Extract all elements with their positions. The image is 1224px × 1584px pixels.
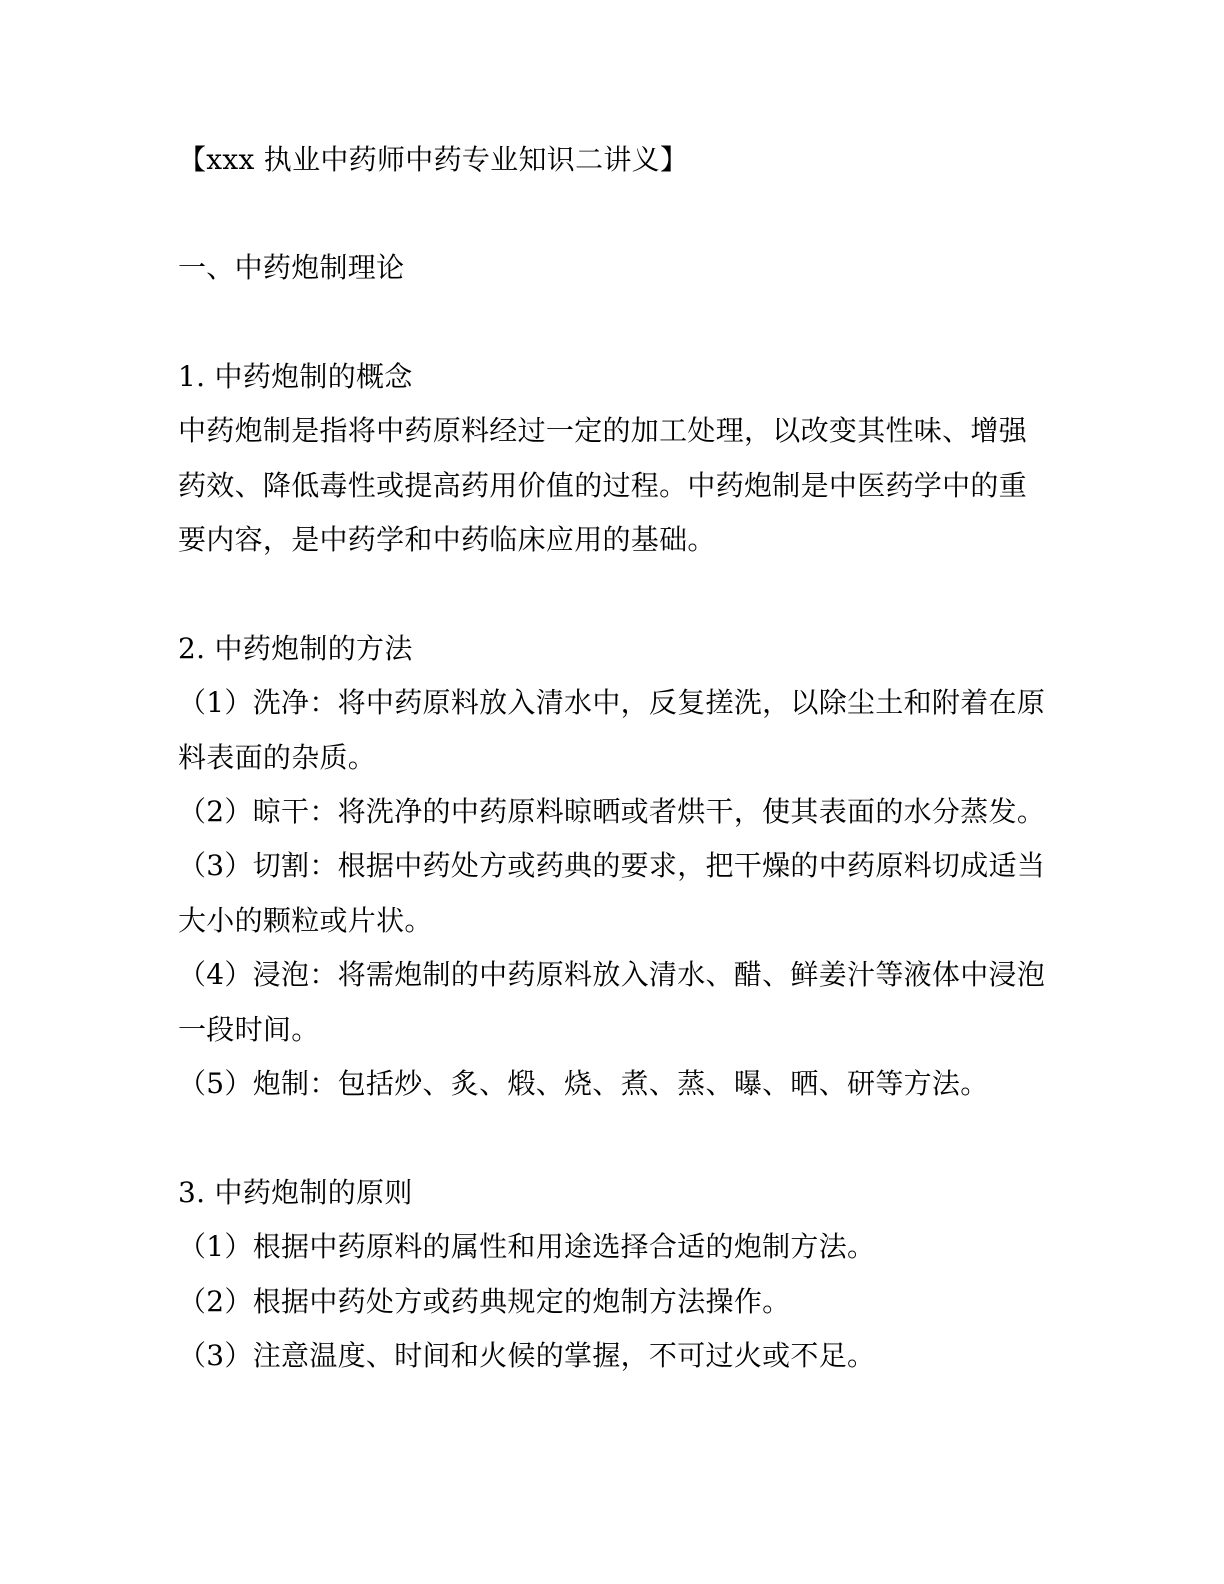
methods-line: （2）晾干：将洗净的中药原料晾晒或者烘干，使其表面的水分蒸发。	[178, 795, 1046, 828]
principles-line: （2）根据中药处方或药典规定的炮制方法操作。	[178, 1285, 791, 1318]
methods-line: （3）切割：根据中药处方或药典的要求，把干燥的中药原料切成适当	[178, 849, 1046, 882]
principles-line: （1）根据中药原料的属性和用途选择合适的炮制方法。	[178, 1230, 876, 1263]
methods-line: 大小的颗粒或片状。	[178, 904, 433, 937]
document-title: 【xxx 执业中药师中药专业知识二讲义】	[178, 143, 689, 176]
concept-line: 药效、降低毒性或提高药用价值的过程。中药炮制是中医药学中的重	[178, 469, 1028, 502]
methods-line: （4）浸泡：将需炮制的中药原料放入清水、醋、鲜姜汁等液体中浸泡	[178, 958, 1046, 991]
section-heading: 一、中药炮制理论	[178, 251, 405, 284]
principles-heading: 3. 中药炮制的原则	[178, 1176, 413, 1209]
principles-line: （3）注意温度、时间和火候的掌握，不可过火或不足。	[178, 1339, 876, 1372]
methods-heading: 2. 中药炮制的方法	[178, 632, 413, 665]
concept-line: 要内容，是中药学和中药临床应用的基础。	[178, 523, 716, 556]
methods-line: 料表面的杂质。	[178, 741, 377, 774]
methods-line: （1）洗净：将中药原料放入清水中，反复搓洗，以除尘土和附着在原	[178, 686, 1046, 719]
concept-line: 中药炮制是指将中药原料经过一定的加工处理，以改变其性味、增强	[178, 414, 1028, 447]
methods-line: 一段时间。	[178, 1013, 320, 1046]
concept-heading: 1. 中药炮制的概念	[178, 360, 413, 393]
methods-line: （5）炮制：包括炒、炙、煅、烧、煮、蒸、曝、晒、研等方法。	[178, 1067, 989, 1100]
